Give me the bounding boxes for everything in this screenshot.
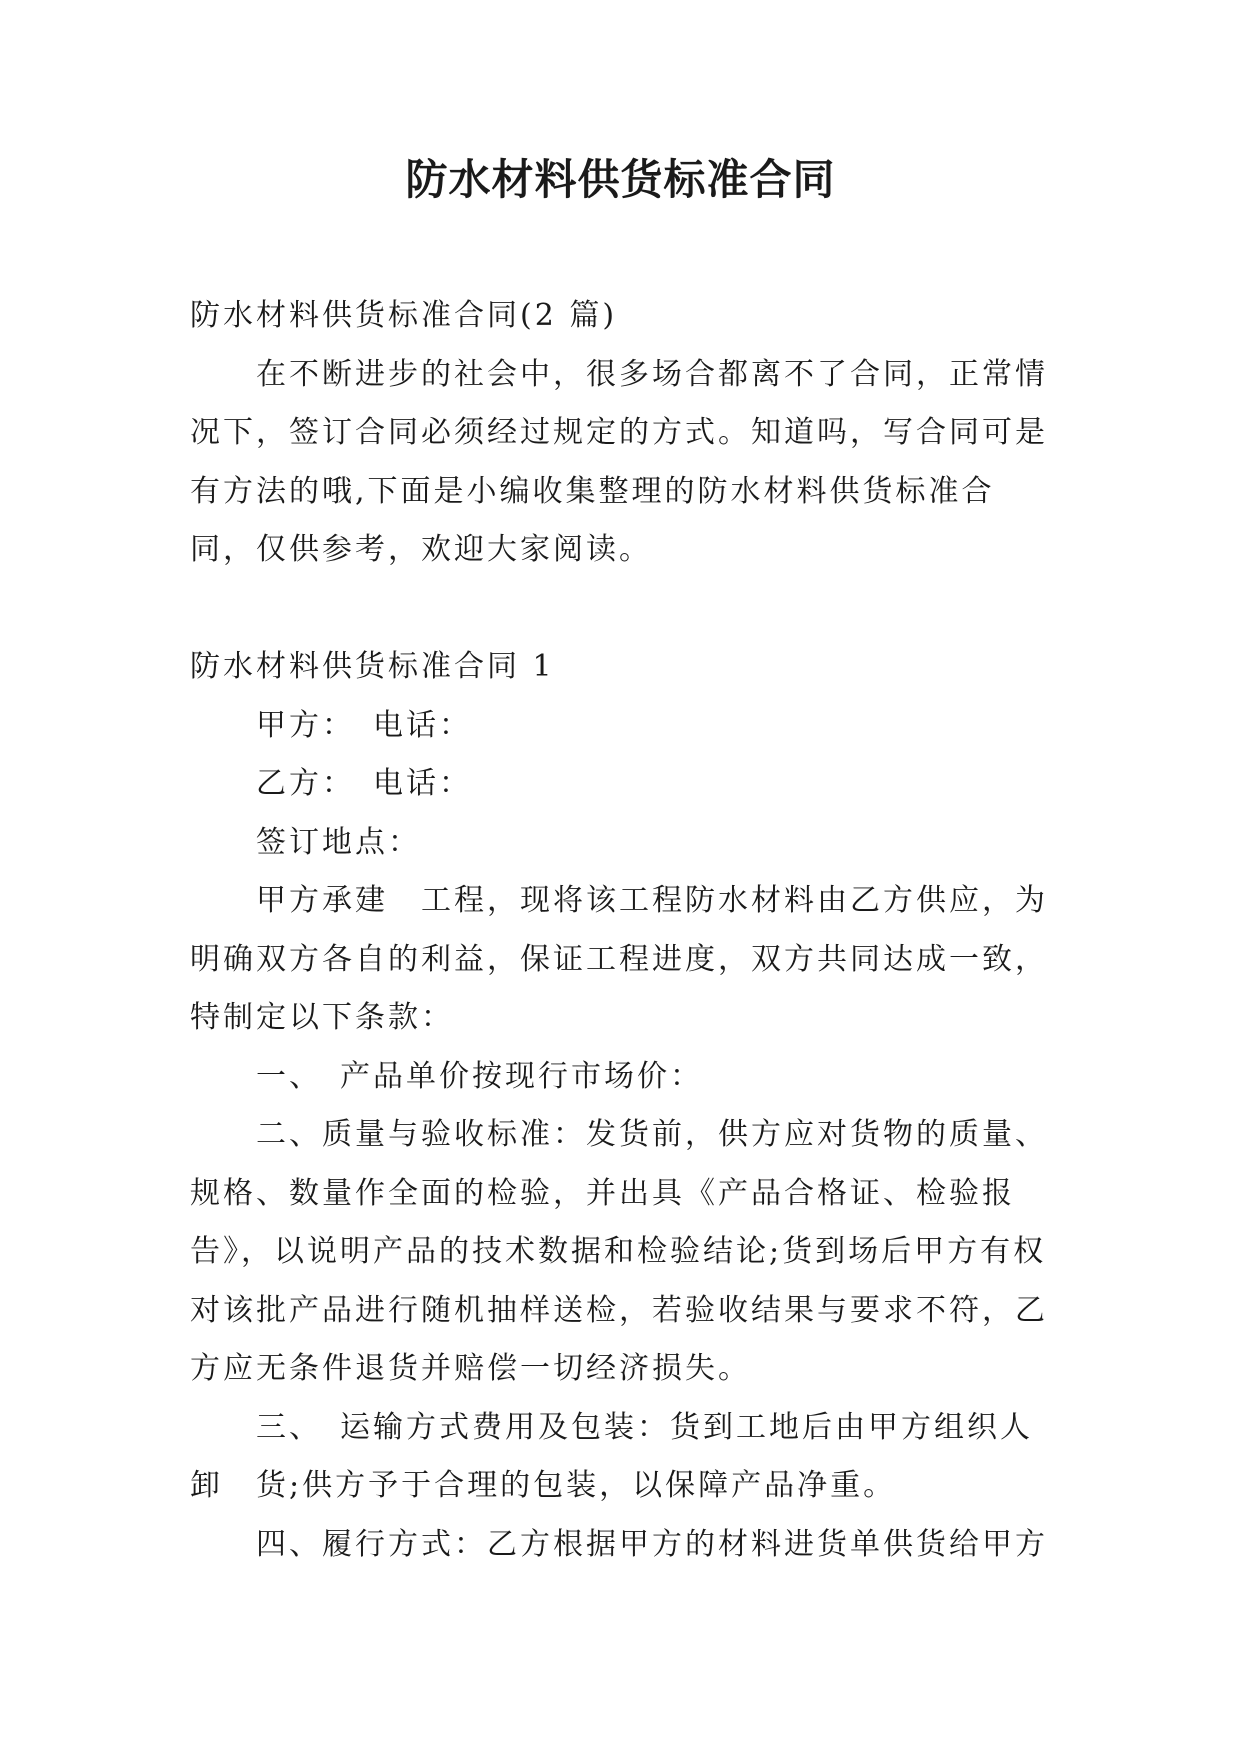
party-b-line: 乙方： 电话：	[256, 766, 472, 801]
document-subtitle: 防水材料供货标准合同(2 篇)	[190, 298, 618, 333]
document-title: 防水材料供货标准合同	[405, 155, 836, 204]
intro-paragraph: 在不断进步的社会中，很多场合都离不了合同，正常情况下，签订合同必须经过规定的方式。知道吗，写合同可是有方法的哦,下面是小编收集整理的防水材料供货标准合同，仅供参考，欢迎大家阅读。	[190, 356, 1048, 567]
section-heading: 防水材料供货标准合同 1	[190, 649, 555, 684]
preamble-paragraph: 甲方承建 工程，现将该工程防水材料由乙方供应，为明确双方各自的利益，保证工程进度，双方共同达成一致，特制定以下条款：	[190, 883, 1048, 1035]
clause-4: 四、履行方式：乙方根据甲方的材料进货单供货给甲方	[256, 1526, 1048, 1562]
document-body	[190, 287, 1060, 1574]
signing-location-line: 签订地点：	[256, 824, 421, 860]
section-spacer	[190, 580, 1060, 639]
party-a-line: 甲方： 电话：	[256, 707, 472, 743]
clause-1: 一、 产品单价按现行市场价：	[256, 1058, 703, 1094]
clause-2: 二、质量与验收标准：发货前，供方应对货物的质量、规格、数量作全面的检验，并出具《产品合格证、检验报告》，以说明产品的技术数据和检验结论;货到场后甲方有权对该批产品进行随机抽样送检，若验收结果与要求不符，乙方应无条件退货并赔偿一切经济损失。	[190, 1117, 1048, 1386]
clause-3: 三、 运输方式费用及包装：货到工地后由甲方组织人卸 货;供方予于合理的包装，以保障产品净重。	[190, 1409, 1033, 1503]
